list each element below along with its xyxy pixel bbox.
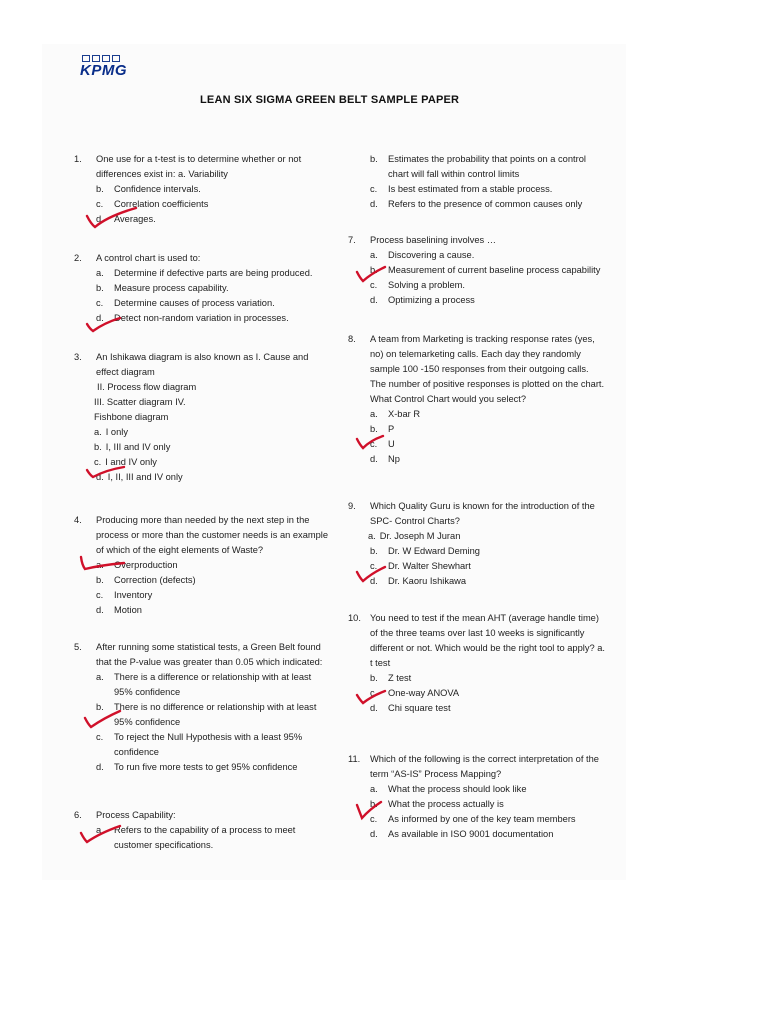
option-letter: a. xyxy=(370,250,378,260)
option-letter: d. xyxy=(96,313,104,323)
check-mark-icon xyxy=(78,823,124,845)
option-letter: b. xyxy=(96,184,104,194)
option-letter: b. xyxy=(370,424,378,434)
option-text: Dr. Kaoru Ishikawa xyxy=(388,576,467,586)
question-text: Process baselining involves … xyxy=(370,235,497,245)
check-mark-icon xyxy=(354,688,388,706)
option-text: Detect non-random variation in processes. xyxy=(114,313,289,323)
option-text: Chi square test xyxy=(388,703,451,713)
check-mark-icon xyxy=(84,462,128,480)
option-text: As informed by one of the key team members xyxy=(388,814,576,824)
option-letter: b. xyxy=(370,265,378,275)
list-line: III. Scatter diagram IV. xyxy=(94,397,186,407)
option-b[interactable] xyxy=(94,440,332,455)
option-text: Determine if defective parts are being produced. xyxy=(114,268,313,278)
option-letter: c. xyxy=(94,457,102,467)
option-text: I and IV only xyxy=(105,457,157,467)
option-a[interactable] xyxy=(96,558,332,573)
option-text: Dr. Walter Shewhart xyxy=(388,561,471,571)
option-b[interactable] xyxy=(370,671,606,686)
option-a[interactable] xyxy=(370,782,606,797)
check-mark-icon xyxy=(354,264,388,284)
question-number: 11. xyxy=(348,754,361,764)
question-text: You need to test if the mean AHT (average handle time) of the three teams over last 10 weeks is significantly different or not. Which would be the right tool to apply? a. t test xyxy=(370,613,605,668)
option-text: I, II, III and IV only xyxy=(107,472,183,482)
option-text: What the process should look like xyxy=(388,784,527,794)
option-a[interactable] xyxy=(368,529,606,544)
option-text: One-way ANOVA xyxy=(388,688,460,698)
option-a[interactable] xyxy=(96,670,332,700)
option-text: Determine causes of process variation. xyxy=(114,298,275,308)
option-b[interactable] xyxy=(370,422,606,437)
option-letter: a. xyxy=(370,409,378,419)
option-text: Solving a problem. xyxy=(388,280,465,290)
option-letter: b. xyxy=(96,702,104,712)
option-letter: c. xyxy=(96,590,104,600)
option-text: Measure process capability. xyxy=(114,283,229,293)
option-text: Dr. Joseph M Juran xyxy=(379,531,461,541)
option-letter: c. xyxy=(96,199,104,209)
option-letter: d. xyxy=(96,214,104,224)
kpmg-logo xyxy=(80,55,127,78)
question-number: 8. xyxy=(348,334,356,344)
option-text: I only xyxy=(105,427,128,437)
option-b[interactable] xyxy=(96,573,332,588)
option-text: I, III and IV only xyxy=(105,442,171,452)
option-text: To reject the Null Hypothesis with a least 95% confidence xyxy=(114,732,303,757)
question-number: 3. xyxy=(74,352,82,362)
option-text: U xyxy=(388,439,395,449)
option-text: Dr. W Edward Deming xyxy=(388,546,480,556)
question-number: 1. xyxy=(74,154,82,164)
option-text: P xyxy=(388,424,395,434)
option-letter: b. xyxy=(370,546,378,556)
option-c[interactable] xyxy=(94,455,332,470)
option-text: What the process actually is xyxy=(388,799,504,809)
option-letter: c. xyxy=(370,439,378,449)
option-letter: a. xyxy=(96,825,104,835)
option-letter: c. xyxy=(96,732,104,742)
option-letter: c. xyxy=(370,184,378,194)
option-a[interactable] xyxy=(96,823,332,853)
question-text: Process Capability: xyxy=(96,810,176,820)
option-letter: b. xyxy=(370,673,378,683)
option-letter: d. xyxy=(96,472,104,482)
option-letter: d. xyxy=(370,703,378,713)
question-number: 9. xyxy=(348,501,356,511)
logo-text: KPMG xyxy=(80,62,127,79)
question-text: A team from Marketing is tracking response rates (yes, no) on telemarketing calls. Each day they randomly sample 100 -150 responses from their outgoing calls. The number of positive responses is plotted on the chart. What Control Chart would you select? xyxy=(370,334,605,404)
option-d[interactable] xyxy=(96,311,332,326)
option-letter: b. xyxy=(370,799,378,809)
question-number: 6. xyxy=(74,810,82,820)
option-a[interactable] xyxy=(96,266,332,281)
option-letter: b. xyxy=(94,442,102,452)
check-mark-icon xyxy=(78,555,128,573)
page-title: LEAN SIX SIGMA GREEN BELT SAMPLE PAPER xyxy=(200,94,460,106)
option-a[interactable] xyxy=(370,407,606,422)
option-letter: c. xyxy=(370,280,378,290)
option-c[interactable] xyxy=(96,588,332,603)
option-letter: d. xyxy=(370,295,378,305)
question-text: After running some statistical tests, a Green Belt found that the P-value was greater than 0.05 which indicated: xyxy=(96,642,323,667)
option-d[interactable] xyxy=(96,760,332,775)
option-letter: d. xyxy=(370,576,378,586)
option-d[interactable] xyxy=(370,574,606,589)
question-text: Producing more than needed by the next step in the process or more than the customer needs is an example of which of the eight elements of Waste? xyxy=(96,515,329,555)
option-b[interactable] xyxy=(96,700,332,730)
option-letter: c. xyxy=(96,298,104,308)
option-d[interactable] xyxy=(370,293,606,308)
question-text: An Ishikawa diagram is also known as I. Cause and effect diagram xyxy=(96,352,309,377)
question-text: Which Quality Guru is known for the introduction of the SPC- Control Charts? xyxy=(370,501,595,526)
option-letter: b. xyxy=(96,283,104,293)
option-d[interactable] xyxy=(370,452,606,467)
option-b[interactable] xyxy=(96,281,332,296)
option-text: Discovering a cause. xyxy=(388,250,475,260)
option-text: Confidence intervals. xyxy=(114,184,201,194)
option-text: Optimizing a process xyxy=(388,295,475,305)
option-text: Refers to the capability of a process to meet customer specifications. xyxy=(114,825,296,850)
question-text: One use for a t-test is to determine whether or not differences exist in: a. Variability xyxy=(96,154,302,179)
question-number: 5. xyxy=(74,642,82,652)
option-letter: a. xyxy=(94,427,102,437)
question-number: 2. xyxy=(74,253,82,263)
option-b[interactable] xyxy=(370,544,606,559)
option-text: Np xyxy=(388,454,400,464)
option-text: Correction (defects) xyxy=(114,575,196,585)
option-text: There is a difference or relationship with at least 95% confidence xyxy=(114,672,312,697)
option-a[interactable] xyxy=(370,248,606,263)
option-c[interactable] xyxy=(370,559,606,574)
option-letter: a. xyxy=(370,784,378,794)
option-letter: c. xyxy=(370,688,378,698)
option-text: Measurement of current baseline process capability xyxy=(388,265,601,275)
option-d[interactable] xyxy=(370,827,606,842)
option-c[interactable] xyxy=(370,812,606,827)
option-text: Motion xyxy=(114,605,142,615)
check-mark-icon xyxy=(84,316,124,334)
option-b[interactable] xyxy=(370,797,606,812)
check-mark-icon xyxy=(354,799,384,821)
option-text: To run five more tests to get 95% confidence xyxy=(114,762,298,772)
option-letter: a. xyxy=(368,531,376,541)
list-line: Fishbone diagram xyxy=(94,412,169,422)
option-letter: d. xyxy=(370,829,378,839)
option-letter: c. xyxy=(370,561,378,571)
option-letter: b. xyxy=(96,575,104,585)
question-number: 4. xyxy=(74,515,82,525)
option-text: As available in ISO 9001 documentation xyxy=(388,829,554,839)
option-text: Refers to the presence of common causes only xyxy=(388,199,583,209)
check-mark-icon xyxy=(354,564,388,584)
option-c[interactable] xyxy=(96,296,332,311)
question-11 xyxy=(348,752,606,842)
option-letter: a. xyxy=(96,268,104,278)
logo-boxes xyxy=(82,55,127,62)
option-d[interactable] xyxy=(96,603,332,618)
option-letter: d. xyxy=(370,454,378,464)
check-mark-icon xyxy=(82,708,124,730)
option-letter: a. xyxy=(96,560,104,570)
option-a[interactable] xyxy=(94,425,332,440)
question-2 xyxy=(74,251,332,326)
question-number: 7. xyxy=(348,235,356,245)
option-letter: a. xyxy=(96,672,104,682)
option-b[interactable] xyxy=(370,152,606,182)
option-text: Inventory xyxy=(114,590,153,600)
list-line: II. Process flow diagram xyxy=(97,382,197,392)
option-c[interactable] xyxy=(370,437,606,452)
question-text: A control chart is used to: xyxy=(96,253,201,263)
option-d[interactable] xyxy=(370,197,606,212)
option-c[interactable] xyxy=(370,182,606,197)
option-d[interactable] xyxy=(370,701,606,716)
option-c[interactable] xyxy=(370,278,606,293)
option-letter: b. xyxy=(370,154,378,164)
option-d[interactable] xyxy=(94,470,332,485)
question-6-continued xyxy=(348,152,606,212)
option-text: There is no difference or relationship with at least 95% confidence xyxy=(114,702,317,727)
option-text: Is best estimated from a stable process. xyxy=(388,184,553,194)
option-c[interactable] xyxy=(370,686,606,701)
option-c[interactable] xyxy=(96,730,332,760)
option-text: Averages. xyxy=(114,214,156,224)
option-b[interactable] xyxy=(370,263,606,278)
option-letter: c. xyxy=(370,814,378,824)
option-b[interactable] xyxy=(96,182,332,197)
check-mark-icon xyxy=(84,204,140,230)
option-text: Overproduction xyxy=(114,560,178,570)
option-text: Z test xyxy=(388,673,412,683)
question-text: Which of the following is the correct interpretation of the term “AS-IS” Process Mapping? xyxy=(370,754,599,779)
option-text: X-bar R xyxy=(388,409,421,419)
question-8 xyxy=(348,332,606,467)
question-number: 10. xyxy=(348,613,361,623)
option-text: Estimates the probability that points on a control chart will fall within control limits xyxy=(388,154,586,179)
check-mark-icon xyxy=(354,431,386,451)
option-text: Correlation coefficients xyxy=(114,199,209,209)
option-letter: d. xyxy=(96,605,104,615)
option-letter: d. xyxy=(96,762,104,772)
option-letter: d. xyxy=(370,199,378,209)
